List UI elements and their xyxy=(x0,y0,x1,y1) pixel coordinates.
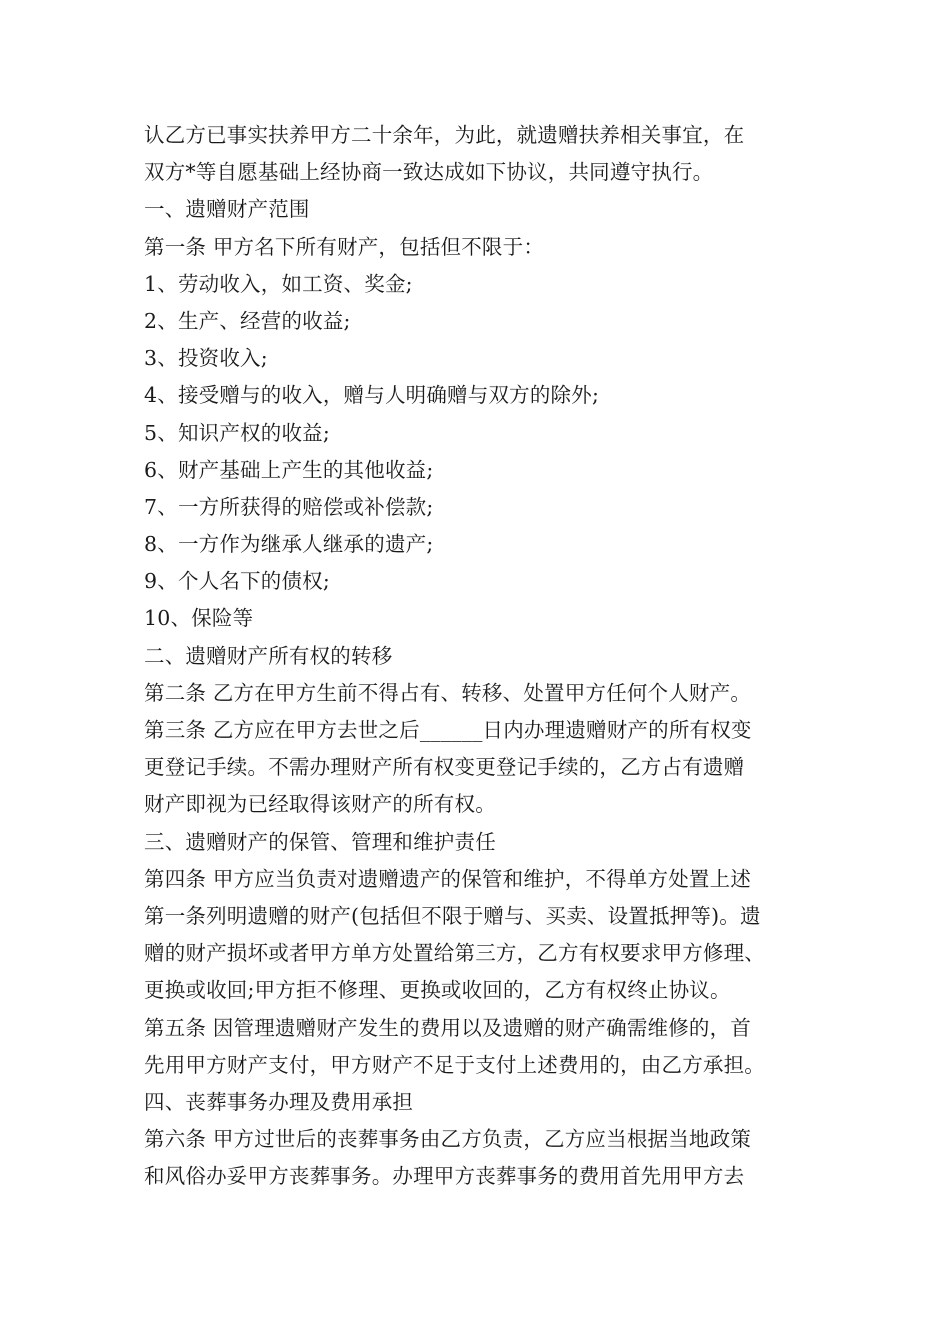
text-line: 先用甲方财产支付，甲方财产不足于支付上述费用的，由乙方承担。 xyxy=(144,1052,765,1077)
list-item: 3、投资收入; xyxy=(144,346,268,371)
article-line: 第五条 因管理遗赠财产发生的费用以及遗赠的财产确需维修的，首 xyxy=(144,1015,752,1040)
section-heading: 二、遗赠财产所有权的转移 xyxy=(144,643,393,668)
list-item: 2、生产、经营的收益; xyxy=(144,308,351,333)
text-line: 和风俗办妥甲方丧葬事务。办理甲方丧葬事务的费用首先用甲方去 xyxy=(144,1164,745,1189)
article-line: 第四条 甲方应当负责对遗赠遗产的保管和维护，不得单方处置上述 xyxy=(144,866,752,891)
list-item: 5、知识产权的收益; xyxy=(144,420,330,445)
text-line: 认乙方已事实扶养甲方二十余年，为此，就遗赠扶养相关事宜，在 xyxy=(144,123,745,147)
list-item: 8、一方作为继承人继承的遗产; xyxy=(144,532,434,557)
article-line: 第二条 乙方在甲方生前不得占有、转移、处置甲方任何个人财产。 xyxy=(144,680,752,705)
list-item: 4、接受赠与的收入，赠与人明确赠与双方的除外; xyxy=(144,383,600,408)
list-item: 1、劳动收入，如工资、奖金; xyxy=(144,271,413,296)
list-item: 7、一方所获得的赔偿或补偿款; xyxy=(144,494,434,519)
text-line: 赠的财产损坏或者甲方单方处置给第三方，乙方有权要求甲方修理、 xyxy=(144,941,765,966)
section-heading: 一、遗赠财产范围 xyxy=(144,197,310,222)
text-line: 第一条列明遗赠的财产(包括但不限于赠与、买卖、设置抵押等)。遗 xyxy=(144,903,761,928)
article-line: 第三条 乙方应在甲方去世之后______日内办理遗赠财产的所有权变 xyxy=(144,718,752,742)
article-line: 第一条 甲方名下所有财产，包括但不限于： xyxy=(144,234,545,259)
section-heading: 三、遗赠财产的保管、管理和维护责任 xyxy=(144,829,496,854)
list-item: 10、保险等 xyxy=(144,606,254,631)
text-line: 双方*等自愿基础上经协商一致达成如下协议，共同遵守执行。 xyxy=(144,160,714,185)
list-item: 9、个人名下的债权; xyxy=(144,569,330,594)
document-body xyxy=(144,117,824,1195)
list-item: 6、财产基础上产生的其他收益; xyxy=(144,457,434,482)
text-line: 财产即视为已经取得该财产的所有权。 xyxy=(144,792,496,817)
article-line: 第六条 甲方过世后的丧葬事务由乙方负责，乙方应当根据当地政策 xyxy=(144,1127,752,1152)
section-heading: 四、丧葬事务办理及费用承担 xyxy=(144,1089,414,1114)
text-line: 更登记手续。不需办理财产所有权变更登记手续的，乙方占有遗赠 xyxy=(144,755,745,780)
text-line: 更换或收回;甲方拒不修理、更换或收回的，乙方有权终止协议。 xyxy=(144,978,731,1003)
